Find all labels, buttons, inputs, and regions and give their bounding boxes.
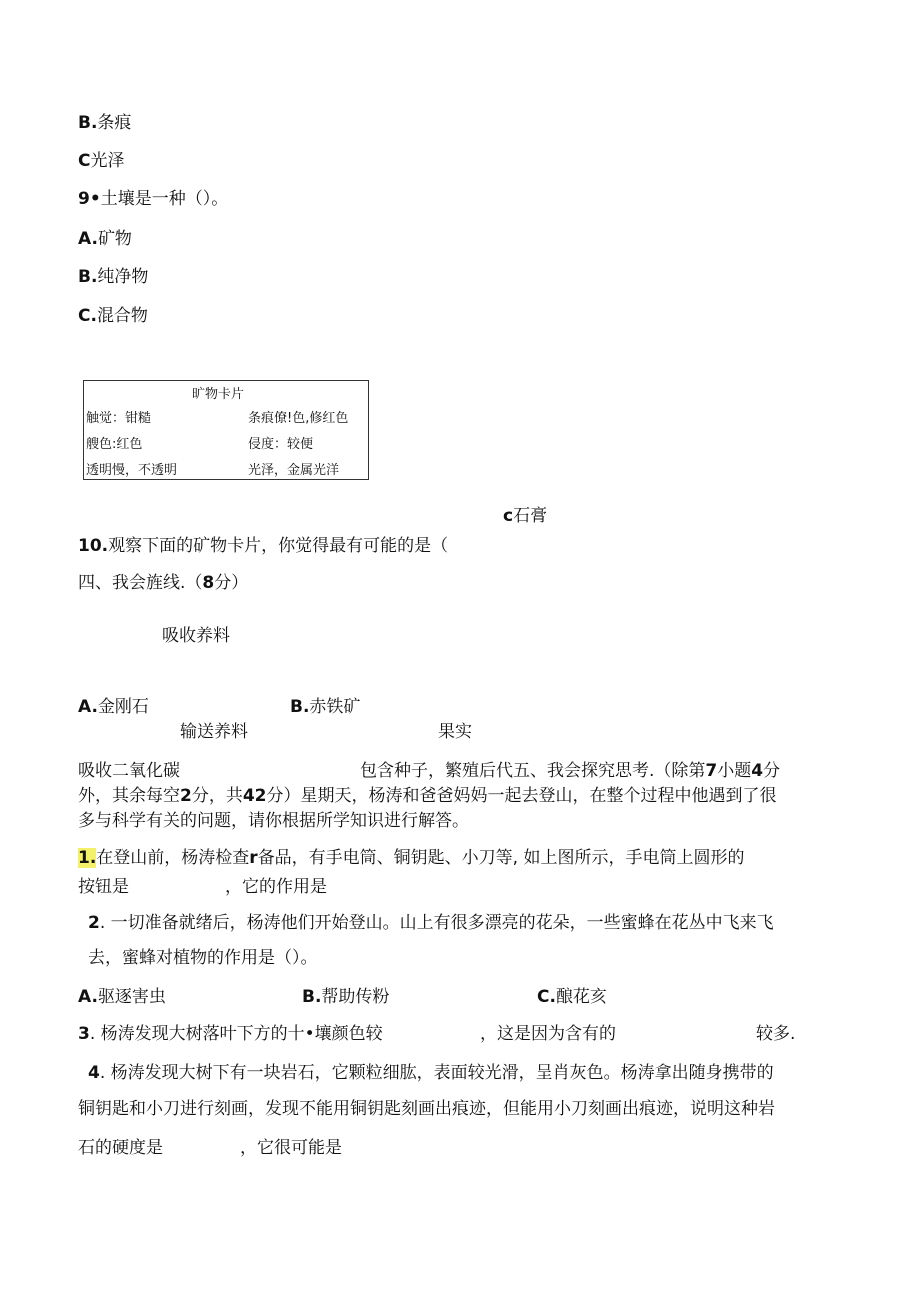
q1-number: 1. xyxy=(78,848,97,868)
q1-line2-b: ，它的作用是 xyxy=(225,877,327,897)
q2-option-a: A.驱逐害虫 xyxy=(78,987,166,1007)
match-item-transport-nutrients: 输送养料 xyxy=(180,722,248,742)
q2-option-c: C.酿花亥 xyxy=(537,987,607,1007)
q4-line2: 铜钥匙和小刀进行刻画，发现不能用铜钥匙刻画出痕迹，但能用小刀刻画出痕迹，说明这种岩 xyxy=(78,1099,775,1119)
q9-stem: 9•土壤是一种（）。 xyxy=(78,189,229,209)
q4-line3-a: 石的硬度是 xyxy=(78,1138,163,1158)
q2-line2: 去，蜜蜂对植物的作用是（）。 xyxy=(88,948,318,968)
q4-line3-b: ，它很可能是 xyxy=(240,1138,342,1158)
q8-option-c: C光泽 xyxy=(78,151,125,171)
mineral-card-hardness: 侵度：较便 xyxy=(248,437,314,452)
q2-line1: 2. 一切准备就绪后，杨涛他们开始登山。山上有很多漂亮的花朵，一些蜜蜂在花丛中飞来飞 xyxy=(88,913,774,933)
q10-stem: 10.观察下面的矿物卡片，你觉得最有可能的是（ xyxy=(78,536,449,556)
q1-line1: 1.在登山前，杨涛检查r备品，有手电筒、铜钥匙、小刀等, 如上图所示，手电筒上圆形的 xyxy=(78,848,745,868)
q9-option-b: B.纯净物 xyxy=(78,267,149,287)
mineral-card-touch: 触觉：钳糙 xyxy=(86,411,152,426)
q4-line1: 4. 杨涛发现大树下有一块岩石，它颗粒细肱，表面较光滑，呈肖灰色。杨涛拿出随身携带的 xyxy=(88,1063,774,1083)
q1-line2-a: 按钮是 xyxy=(78,877,129,897)
q2-option-b: B.帮助传粉 xyxy=(302,987,390,1007)
q3-text-b: ，这是因为含有的 xyxy=(480,1024,616,1044)
match-item-absorb-nutrients: 吸收养料 xyxy=(162,626,230,646)
q10-option-a: A.金刚石 xyxy=(78,697,149,717)
q3-text-a: 3. 杨涛发现大树落叶下方的十•壤颜色较 xyxy=(78,1024,383,1044)
match-item-absorb-co2: 吸收二氧化碳 xyxy=(78,761,180,781)
q3-text-c: 较多. xyxy=(756,1024,796,1044)
mineral-card-streak: 条痕僚!色,修红色 xyxy=(248,411,349,426)
mineral-card xyxy=(83,380,369,480)
mineral-card-color: 艘色:红色 xyxy=(86,437,143,452)
mineral-card-luster: 光泽，金属光洋 xyxy=(248,463,340,478)
match-item-fruit: 果实 xyxy=(438,722,472,742)
section5-intro-line3: 多与科学有关的问题，请你根据所学知识进行解答。 xyxy=(78,811,469,831)
q10-option-b: B.赤铁矿 xyxy=(290,697,361,717)
section5-intro-line2: 外，其余每空2分，共42分）星期天，杨涛和爸爸妈妈一起去登山，在整个过程中他遇到了很 xyxy=(78,786,777,806)
section4-heading: 四、我会旌线.（8分） xyxy=(78,573,249,593)
q9-option-a: A.矿物 xyxy=(78,229,132,249)
mineral-card-title: 旷物卡片 xyxy=(192,387,245,402)
section5-heading: 包含种子，繁殖后代五、我会探究思考.（除第7小题4分 xyxy=(360,761,781,781)
q9-option-c: C.混合物 xyxy=(78,306,148,326)
q8-option-b: B.条痕 xyxy=(78,113,132,133)
mineral-card-transparency: 透明慢，不透明 xyxy=(86,463,178,478)
q10-option-c: c石膏 xyxy=(503,506,548,526)
